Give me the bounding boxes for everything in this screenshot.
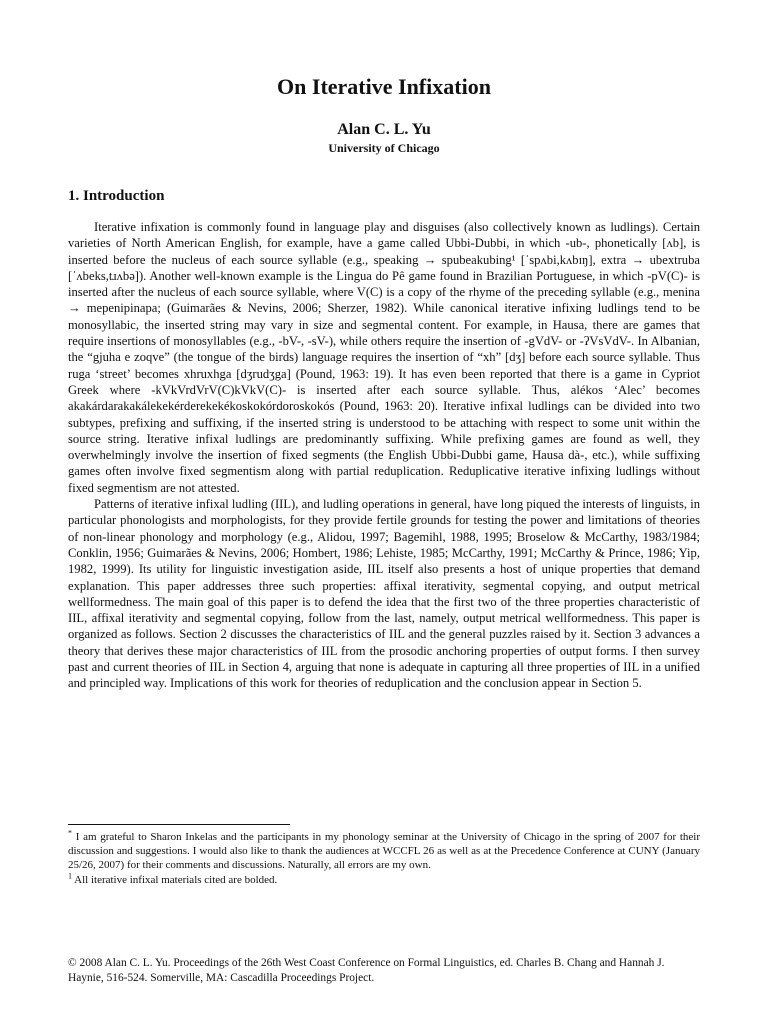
paragraph-1: Iterative infixation is commonly found in language play and disguises (also collectively known as ludlings). Certain varieties of North American English, for example, have a game called Ubbi-Dubbi, in which -ub-, phonetically [ʌb], is inserted before the nucleus of each source syllable (e.g., speaking → spubeakubing¹ [ˈspʌbi,kʌbɪŋ], extra → ubextruba [ˈʌbeks,tɹʌbə]). Another well-known example is the Lingua do Pê game found in Brazilian Portuguese, in which -pV(C)- is inserted after the nucleus of each source syllable, where V(C) is a copy of the rhyme of the preceding syllable (e.g., menina → mepenipinapa; (Guimarães & Nevins, 2006; Sherzer, 1982). While canonical iterative infixing ludlings tend to be monosyllabic, the inserted string may vary in size and segmental content. For example, in Hausa, there are games that require insertions of monosyllables (e.g., -bV-, -sV-), while others require the insertion of -gVdV- or -ʔVsVdV-. In Albanian, the “gjuha e zoqve” (the tongue of the birds) language requires the insertion of “xh” [dʒ] before each source syllable. Thus ruga ‘street’ becomes xhruxhga [dʒrudʒga] (Pound, 1963: 19). It has even been reported that there is a game in Cypriot Greek where -kVkVrdVrV(C)kVkV(C)- is inserted after each source syllable. Thus, alékos ‘Alec’ becomes akakárdarakakálekekérderekekékoskokórdoroskokós (Pound, 1963: 20). Iterative infixal ludlings can be divided into two subtypes, prefixing and suffixing, if the inserted string is understood to be attaching with respect to some unit within the source string. Iterative infixal ludlings are predominantly suffixing. While prefixing games are found as well, they overwhelmingly involve the insertion of fixed segments (the English Ubbi-Dubbi game, Hausa dà-, etc.), while suffixing games often involve fixed segmentism along with partial reduplication. Reduplicative iterative infixing ludlings without fixed segmentism are not attested. — [68, 220, 700, 495]
author-name: Alan C. L. Yu — [337, 121, 431, 138]
footnote-text: I am grateful to Sharon Inkelas and the participants in my phonology seminar at the University of Chicago in the spring of 2007 for their discussion and suggestions. I would also like to thank the audiences at WCCFL 26 as well as at the Precedence Conference at CUNY (January 25/26, 2007) for their comments and discussions. Naturally, all errors are my own. — [68, 831, 700, 872]
body-text — [68, 219, 700, 692]
footnote — [68, 830, 700, 873]
author-affiliation: University of Chicago — [328, 141, 440, 155]
copyright-notice: © 2008 Alan C. L. Yu. Proceedings of the 26th West Coast Conference on Formal Linguistics, ed. Charles B. Chang and Hannah J. Haynie, 516-524. Somerville, MA: Cascadilla Proceedings Project. — [68, 957, 665, 984]
footnote-mark: 1 — [68, 870, 72, 880]
paragraph-2: Patterns of iterative infixal ludling (IIL), and ludling operations in general, have long piqued the interests of linguists, in particular phonologists and morphologists, for they provide fertile grounds for testing the power and limitations of theories of non-linear phonology and morphology (e.g., Alidou, 1997; Bagemihl, 1988, 1995; Broselow & McCarthy, 1983/1984; Conklin, 1956; Guimarães & Nevins, 2006; Hombert, 1986; Lehiste, 1985; McCarthy, 1991; McCarthy & Prince, 1986; Yip, 1982, 1999). Its utility for linguistic investigation aside, IIL itself also presents a host of unique properties that demand explanation. This paper addresses three such properties: affixal iterativity, segmental copying, and output metrical wellformedness. The main goal of this paper is to defend the idea that the first two of the three properties characteristic of IIL, affixal iterativity and segmental copying, follow from the last, namely, output metrical wellformedness. This paper is organized as follows. Section 2 discusses the characteristics of IIL and the general puzzles raised by it. Section 3 advances a theory that derives these major characteristics of IIL from the prosodic anchoring properties of output forms. I then survey past and current theories of IIL in Section 4, arguing that none is adequate in capturing all three properties of IIL in a unified and principled way. Implications of this work for theories of reduplication and the conclusion appear in Section 5. — [68, 497, 700, 691]
footnotes — [68, 830, 700, 887]
footnote — [68, 870, 700, 887]
paper-title: On Iterative Infixation — [277, 74, 491, 99]
section-heading: 1. Introduction — [68, 188, 165, 204]
footnote-divider — [68, 824, 290, 825]
footnote-text: All iterative infixal materials cited are bolded. — [74, 873, 278, 886]
footnote-mark: * — [68, 828, 72, 838]
